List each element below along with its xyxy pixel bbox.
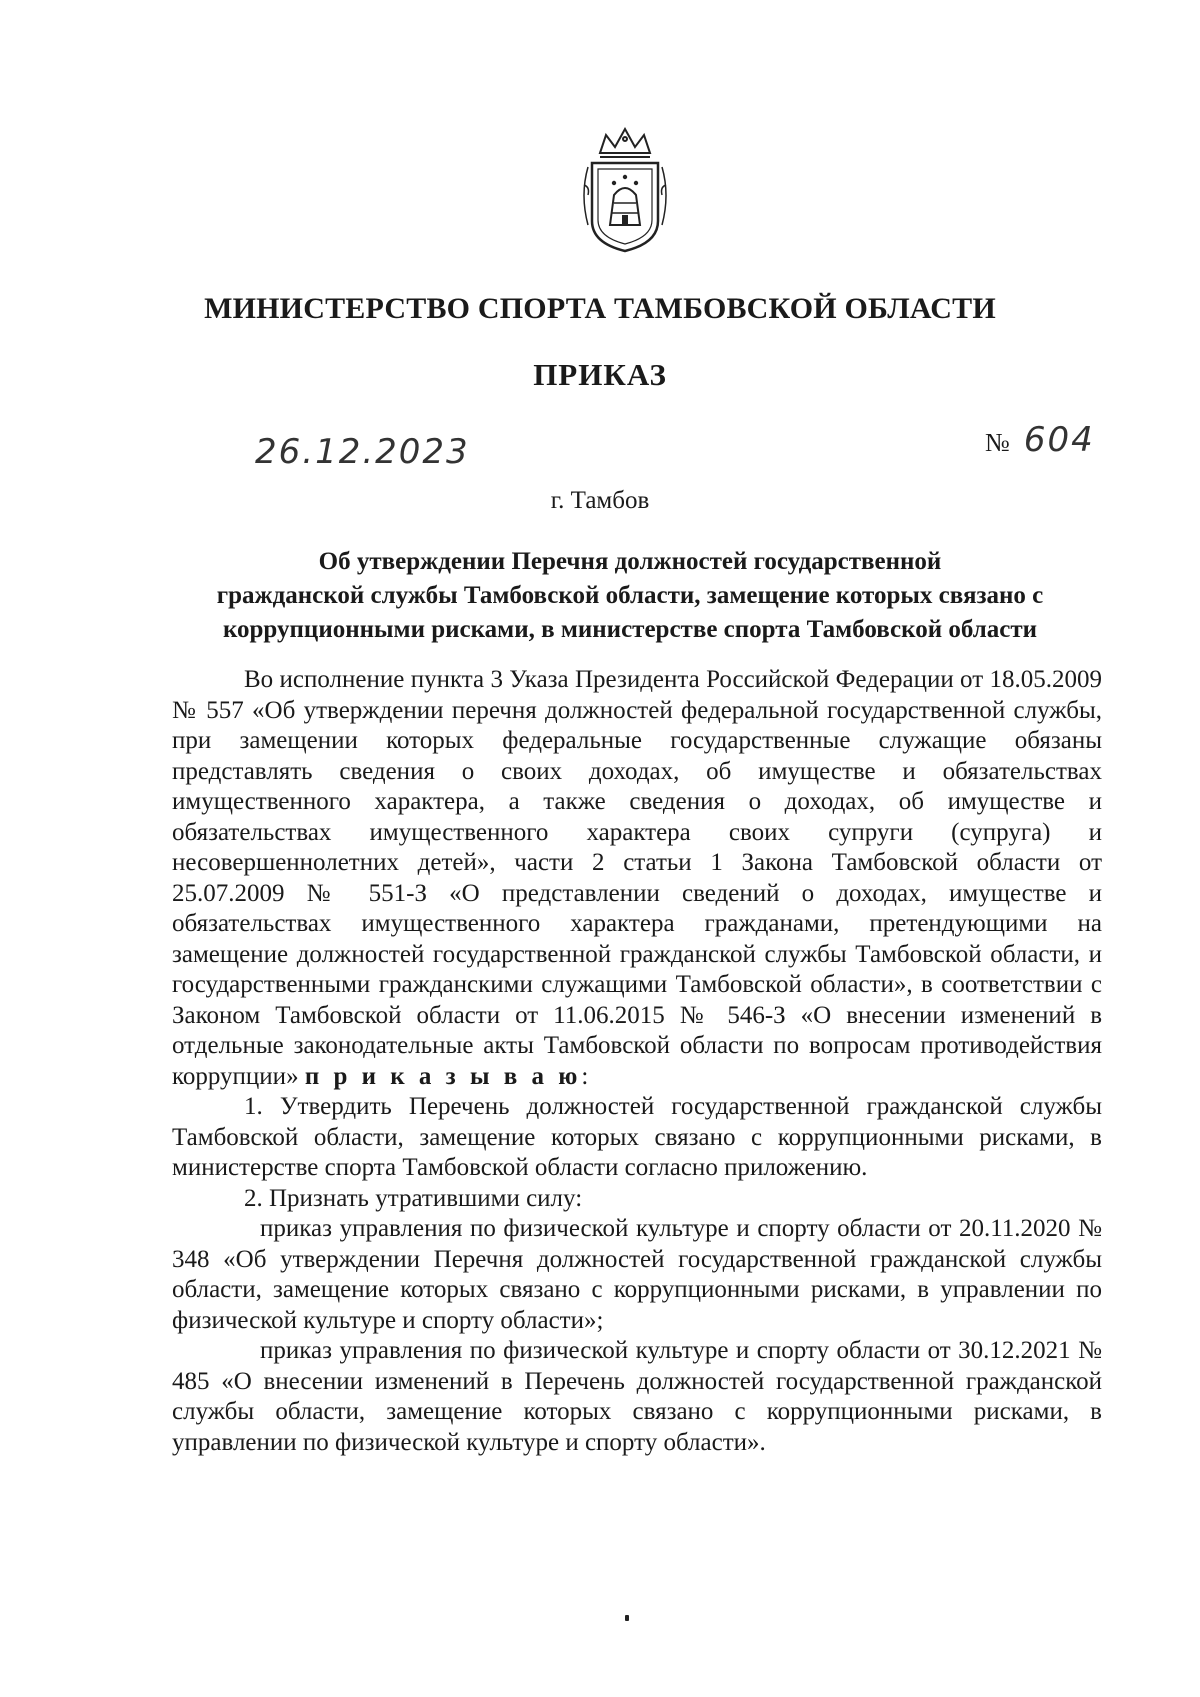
order-date: 26.12.2023 bbox=[255, 432, 470, 472]
preamble-text: Во исполнение пункта 3 Указа Президента Российской Федерации от 18.05.2009 № 557 «Об утверждении перечня должностей федеральной государственной службы, при замещении которых федеральные государственные служащие обязаны представлять сведения о своих доходах, об имуществе и обязательствах имущественного характера, а также сведения о доходах, об имуществе и обязательствах имущественного характера своих супруги (супруга) и несовершеннолетних детей», части 2 статьи 1 Закона Тамбовской области от 25.07.2009 № 551-З «О представлении сведений о доходах, имуществе и обязательствах имущественного характера гражданами, претендующими на замещение должностей государственной гражданской службы Тамбовской области, и государственными гражданскими служащими Тамбовской области», в соответствии с Законом Тамбовской области от 11.06.2015 № 546-З «О внесении изменений в отдельные законодательные акты Тамбовской области по вопросам противодействия коррупции» bbox=[172, 666, 1102, 1090]
order-body bbox=[172, 665, 1102, 1458]
order-colon: : bbox=[581, 1062, 589, 1090]
item-2a-paragraph: приказ управления по физической культуре и спорту области от 20.11.2020 № 348 «Об утверждении Перечня должностей государственной гражданской службы области, замещение которых связано с коррупционными рисками, в управлении по физической культуре и спорту области»; bbox=[172, 1215, 1102, 1334]
item-2b-paragraph: приказ управления по физической культуре и спорту области от 30.12.2021 № 485 «О внесении изменений в Перечень должностей государственной гражданской службы области, замещение которых связано с коррупционными рисками, в управлении по физической культуре и спорту области». bbox=[172, 1337, 1102, 1456]
subject-line: гражданской службы Тамбовской области, замещение которых связано с bbox=[216, 582, 1044, 609]
number-sign: № bbox=[985, 428, 1010, 457]
item-2-paragraph: 2. Признать утратившими силу: bbox=[244, 1184, 583, 1212]
subject-line: коррупционными рисками, в министерстве спорта Тамбовской области bbox=[222, 616, 1038, 643]
city-name: г. Тамбов bbox=[550, 487, 650, 514]
order-subject bbox=[150, 545, 1110, 647]
preamble-paragraph bbox=[172, 665, 1102, 1092]
subject-line: Об утверждении Перечня должностей государственной bbox=[318, 548, 942, 575]
tambov-coat-of-arms-icon bbox=[570, 125, 680, 255]
order-title: ПРИКАЗ bbox=[533, 357, 667, 392]
item-1-paragraph: 1. Утвердить Перечень должностей государственной гражданской службы Тамбовской области, замещение которых связано с коррупционными рисками, в министерстве спорта Тамбовской области согласно приложению. bbox=[172, 1093, 1102, 1181]
order-number-block bbox=[985, 420, 1095, 460]
order-number: 604 bbox=[1023, 420, 1095, 460]
page-mark bbox=[625, 1615, 629, 1621]
order-word: п р и к а з ы в а ю bbox=[304, 1062, 582, 1090]
ministry-name: МИНИСТЕРСТВО СПОРТА ТАМБОВСКОЙ ОБЛАСТИ bbox=[204, 292, 996, 325]
